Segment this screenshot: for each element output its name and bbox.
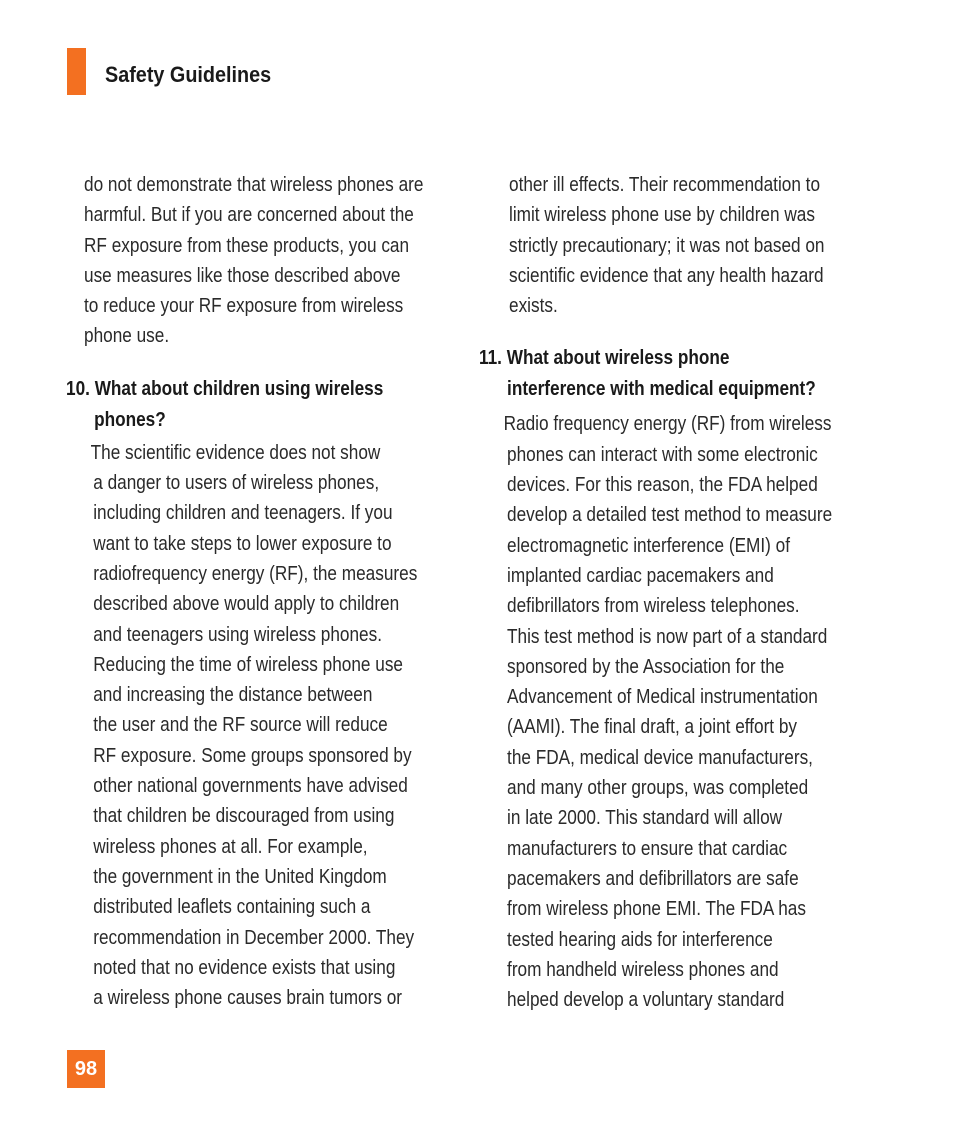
text-line: do not demonstrate that wireless phones are [84, 174, 424, 196]
text-line: radiofrequency energy (RF), the measures [93, 562, 418, 585]
text-line: RF exposure. Some groups sponsored by [93, 744, 412, 767]
text-line: other national governments have advised [93, 775, 408, 798]
text-line: a wireless phone causes brain tumors or [93, 987, 403, 1010]
text-line: from handheld wireless phones and [507, 958, 779, 981]
section-title: Safety Guidelines [105, 62, 272, 87]
text-line: recommendation in December 2000. They [93, 926, 415, 949]
text-line: develop a detailed test method to measure [507, 504, 833, 527]
text-line: want to take steps to lower exposure to [93, 532, 392, 555]
text-line: and many other groups, was completed [507, 777, 809, 800]
text-line: phone use. [84, 325, 170, 348]
text-line: and teenagers using wireless phones. [93, 623, 382, 646]
text-line: strictly precautionary; it was not based on [509, 234, 825, 257]
text-line: exists. [509, 295, 558, 318]
text-line: The scientific evidence does not show [90, 441, 381, 464]
text-line: other ill effects. Their recommendation to [509, 174, 821, 196]
text-line: scientific evidence that any health hazard [509, 264, 824, 287]
text-line: harmful. But if you are concerned about the [84, 204, 414, 227]
question-10-heading [66, 374, 470, 436]
text-line: distributed leaflets containing such a [93, 896, 371, 919]
answer-11-paragraph [495, 409, 895, 1015]
text-line: devices. For this reason, the FDA helped [507, 474, 818, 497]
text-line: that children be discouraged from using [93, 805, 395, 828]
text-line: (AAMI). The final draft, a joint effort by [507, 716, 798, 739]
text-line: noted that no evidence exists that using [93, 956, 396, 979]
text-line: manufacturers to ensure that cardiac [507, 837, 788, 860]
text-line: This test method is now part of a standard [507, 625, 828, 648]
text-line: from wireless phone EMI. The FDA has [507, 898, 806, 921]
text-line: Advancement of Medical instrumentation [507, 686, 818, 709]
question-line: phones? [94, 408, 166, 431]
text-line: electromagnetic interference (EMI) of [507, 534, 791, 557]
section-accent-bar [67, 48, 86, 95]
left-intro-paragraph [70, 170, 470, 352]
text-line: Radio frequency energy (RF) from wireless [503, 413, 832, 436]
text-line: a danger to users of wireless phones, [93, 472, 380, 495]
left-column [66, 170, 470, 1013]
question-11-heading [479, 343, 895, 405]
text-line: including children and teenagers. If you [93, 502, 393, 525]
text-line: the user and the RF source will reduce [93, 714, 388, 737]
text-line: implanted cardiac pacemakers and [507, 564, 774, 587]
text-line: sponsored by the Association for the [507, 655, 785, 678]
question-line: 10. What about children using wireless [66, 377, 384, 400]
text-line: the government in the United Kingdom [93, 865, 387, 888]
page-number: 98 [67, 1050, 105, 1088]
right-intro-paragraph [495, 170, 895, 321]
text-line: Reducing the time of wireless phone use [93, 653, 404, 676]
text-line: described above would apply to children [93, 593, 400, 616]
text-line: use measures like those described above [84, 264, 401, 287]
answer-10-paragraph [70, 438, 470, 1014]
text-line: to reduce your RF exposure from wireless [84, 295, 404, 318]
text-line: phones can interact with some electronic [507, 443, 818, 466]
right-column [479, 170, 895, 1015]
question-line: interference with medical equipment? [507, 378, 816, 401]
text-line: in late 2000. This standard will allow [507, 807, 783, 830]
text-line: wireless phones at all. For example, [93, 835, 368, 858]
text-line: RF exposure from these products, you can [84, 234, 410, 257]
text-line: tested hearing aids for interference [507, 928, 773, 951]
text-line: defibrillators from wireless telephones. [507, 595, 800, 618]
text-line: and increasing the distance between [93, 684, 373, 707]
text-line: pacemakers and defibrillators are safe [507, 867, 799, 890]
question-line: 11. What about wireless phone [479, 347, 730, 370]
text-line: the FDA, medical device manufacturers, [507, 746, 813, 769]
text-line: helped develop a voluntary standard [507, 989, 785, 1012]
text-line: limit wireless phone use by children was [509, 204, 815, 227]
